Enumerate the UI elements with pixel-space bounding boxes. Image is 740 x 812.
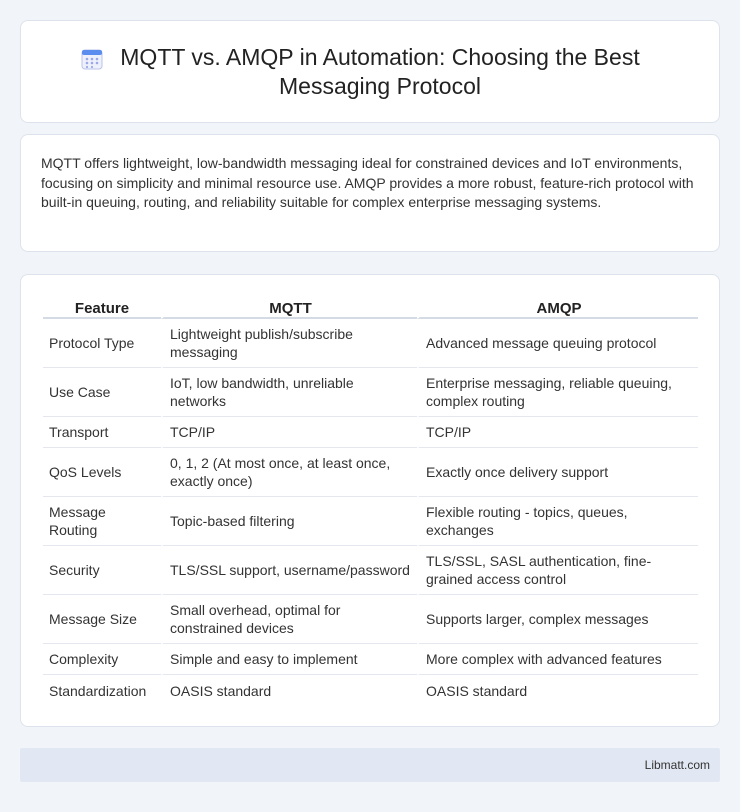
comparison-table xyxy=(43,296,698,706)
amqp-cell: OASIS standard xyxy=(417,675,698,706)
column-header-feature: Feature xyxy=(43,296,161,319)
mqtt-cell: Simple and easy to implement xyxy=(161,644,417,675)
mqtt-cell: TCP/IP xyxy=(161,417,417,448)
column-header-mqtt: MQTT xyxy=(161,296,417,319)
feature-cell: Use Case xyxy=(43,368,161,417)
comparison-card xyxy=(20,274,720,727)
mqtt-cell: 0, 1, 2 (At most once, at least once, exactly once) xyxy=(161,448,417,497)
amqp-cell: Enterprise messaging, reliable queuing, complex routing xyxy=(417,368,698,417)
table-row xyxy=(43,448,698,497)
mqtt-cell: TLS/SSL support, username/password xyxy=(161,546,417,595)
feature-cell: QoS Levels xyxy=(43,448,161,497)
amqp-cell: TCP/IP xyxy=(417,417,698,448)
intro-paragraph: MQTT offers lightweight, low-bandwidth messaging ideal for constrained devices and IoT environments, focusing on simplicity and minimal resource use. AMQP provides a more robust, feature-rich protocol with built-in queuing, routing, and reliability suitable for complex enterprise messaging systems. xyxy=(41,155,694,210)
amqp-cell: Exactly once delivery support xyxy=(417,448,698,497)
amqp-cell: Supports larger, complex messages xyxy=(417,595,698,644)
feature-cell: Transport xyxy=(43,417,161,448)
mqtt-cell: Topic-based filtering xyxy=(161,497,417,546)
feature-cell: Protocol Type xyxy=(43,319,161,368)
amqp-cell: TLS/SSL, SASL authentication, fine-grained access control xyxy=(417,546,698,595)
feature-cell: Message Size xyxy=(43,595,161,644)
mqtt-cell: IoT, low bandwidth, unreliable networks xyxy=(161,368,417,417)
table-row xyxy=(43,497,698,546)
header-card xyxy=(20,20,720,123)
table-row xyxy=(43,675,698,706)
column-header-amqp: AMQP xyxy=(417,296,698,319)
mqtt-cell: Small overhead, optimal for constrained devices xyxy=(161,595,417,644)
footer-bar xyxy=(20,748,720,782)
mqtt-cell: OASIS standard xyxy=(161,675,417,706)
feature-cell: Security xyxy=(43,546,161,595)
page-title: MQTT vs. AMQP in Automation: Choosing the Best Messaging Protocol xyxy=(120,43,640,99)
amqp-cell: More complex with advanced features xyxy=(417,644,698,675)
footer-site-link[interactable]: Libmatt.com xyxy=(644,758,710,772)
feature-cell: Message Routing xyxy=(43,497,161,546)
table-row xyxy=(43,644,698,675)
feature-cell: Standardization xyxy=(49,682,147,699)
table-row xyxy=(43,417,698,448)
mqtt-cell: Lightweight publish/subscribe messaging xyxy=(161,319,417,368)
intro-card xyxy=(20,134,720,252)
table-row xyxy=(43,595,698,644)
amqp-cell: Advanced message queuing protocol xyxy=(417,319,698,368)
feature-cell: Complexity xyxy=(43,644,161,675)
table-header-row xyxy=(43,296,698,319)
table-row xyxy=(43,546,698,595)
amqp-cell: Flexible routing - topics, queues, exchanges xyxy=(417,497,698,546)
table-row xyxy=(43,319,698,368)
table-row xyxy=(43,368,698,417)
